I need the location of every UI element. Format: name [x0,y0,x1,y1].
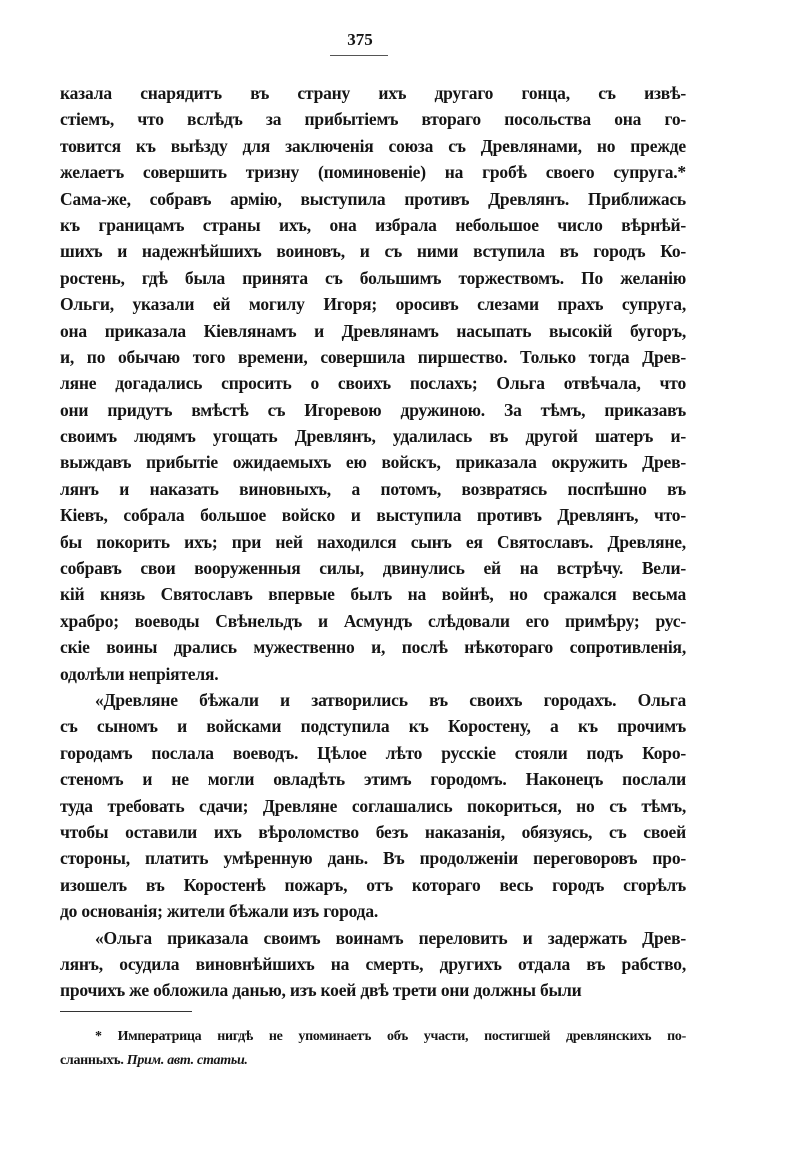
text-line: прочихъ же обложила данью, изъ коей двѣ трети они должны были [60,980,582,1001]
footnote-line: * Императрица нигдѣ не упоминаетъ объ участи, постигшей древлянскихъ по- [95,1029,686,1044]
text-line: стороны, платить умѣренную дань. Въ продолженіи переговоровъ про- [60,848,686,869]
text-line: бы покорить ихъ; при ней находился сынъ ея Святославъ. Древляне, [60,531,686,552]
text-line: товится къ выѣзду для заключенія союза съ Древлянами, но прежде [60,135,686,156]
text-line: до основанія; жители бѣжали изъ города. [60,901,379,922]
footnote-text: сланныхъ. [60,1053,124,1068]
text-line: лянъ, осудила виновнѣйшихъ на смерть, другихъ отдала въ рабство, [60,953,686,974]
text-line: храбро; воеводы Свѣнельдъ и Асмундъ слѣдовали его примѣру; рус- [60,610,686,631]
text-line: чтобы оставили ихъ вѣроломство безъ наказанія, обязуясь, съ своей [60,821,686,842]
text-line: выждавъ прибытіе ожидаемыхъ ею войскъ, приказала окружить Древ- [60,452,686,473]
page-number-rule [330,55,388,56]
text-line: къ границамъ страны ихъ, она избрала небольшое число вѣрнѣй- [60,214,686,235]
footnote-separator [60,1011,192,1012]
text-line: и, по обычаю того времени, совершила пиршество. Только тогда Древ- [60,346,686,367]
footnote [60,1025,686,1073]
footnote-line [60,1049,686,1073]
text-line: «Ольга приказала своимъ воинамъ переловить и задержать Древ- [95,927,686,948]
text-line: Ольги, указали ей могилу Игоря; оросивъ слезами прахъ супруга, [60,294,686,315]
text-line: «Древляне бѣжали и затворились въ своихъ городахъ. Ольга [95,689,686,710]
body-text [60,80,686,1004]
text-line: Кіевъ, собрала большое войско и выступила противъ Древлянъ, что- [60,505,686,526]
paragraph [60,687,686,925]
text-line: изошелъ въ Коростенѣ пожаръ, отъ котораго весь городъ сгорѣлъ [60,874,686,895]
paragraph [60,925,686,1004]
text-line: собравъ свои вооруженныя силы, двинулись ей на встрѣчу. Вели- [60,558,686,579]
text-line: лянъ и наказать виновныхъ, а потомъ, возвратясь поспѣшно въ [60,478,686,499]
text-line: скіе воины дрались мужественно и, послѣ нѣкотораго сопротивленія, [60,637,686,658]
text-line: она приказала Кіевлянамъ и Древлянамъ насыпать высокій бугоръ, [60,320,686,341]
text-line: стеномъ и не могли овладѣть этимъ городомъ. Наконецъ послали [60,769,686,790]
text-line: кій князь Святославъ впервые былъ на войнѣ, но сражался весьма [60,584,686,605]
footnote-attribution: Прим. авт. статьи. [126,1053,248,1068]
text-line: своимъ людямъ угощать Древлянъ, удалилась въ другой шатеръ и- [60,426,686,447]
text-line: городамъ послала воеводъ. Цѣлое лѣто русскіе стояли подъ Коро- [60,742,686,763]
page-number: 375 [347,30,373,49]
text-line: они придутъ вмѣстѣ съ Игоревою дружиною. За тѣмъ, приказавъ [60,399,686,420]
text-line: желаетъ совершить тризну (поминовеніе) на гробѣ своего супруга.* [60,162,686,183]
text-line: шихъ и надежнѣйшихъ воиновъ, и съ ними вступила въ городъ Ко- [60,241,686,262]
text-line: стіемъ, что вслѣдъ за прибытіемъ втораго посольства она го- [60,109,686,130]
text-line: ляне догадались спросить о своихъ послахъ; Ольга отвѣчала, что [60,373,686,394]
text-line: казала снарядитъ въ страну ихъ другаго гонца, съ извѣ- [60,83,686,103]
text-line: ростень, гдѣ была принята съ большимъ торжествомъ. По желанію [60,267,686,288]
text-line: Сама-же, собравъ армію, выступила противъ Древлянъ. Приближась [60,188,686,209]
text-line: туда требовать сдачи; Древляне соглашались покориться, но съ тѣмъ, [60,795,686,816]
text-line: съ сыномъ и войсками подступила къ Коростену, а къ прочимъ [60,716,686,737]
paragraph [60,80,686,687]
text-line: одолѣли непріятеля. [60,663,219,684]
